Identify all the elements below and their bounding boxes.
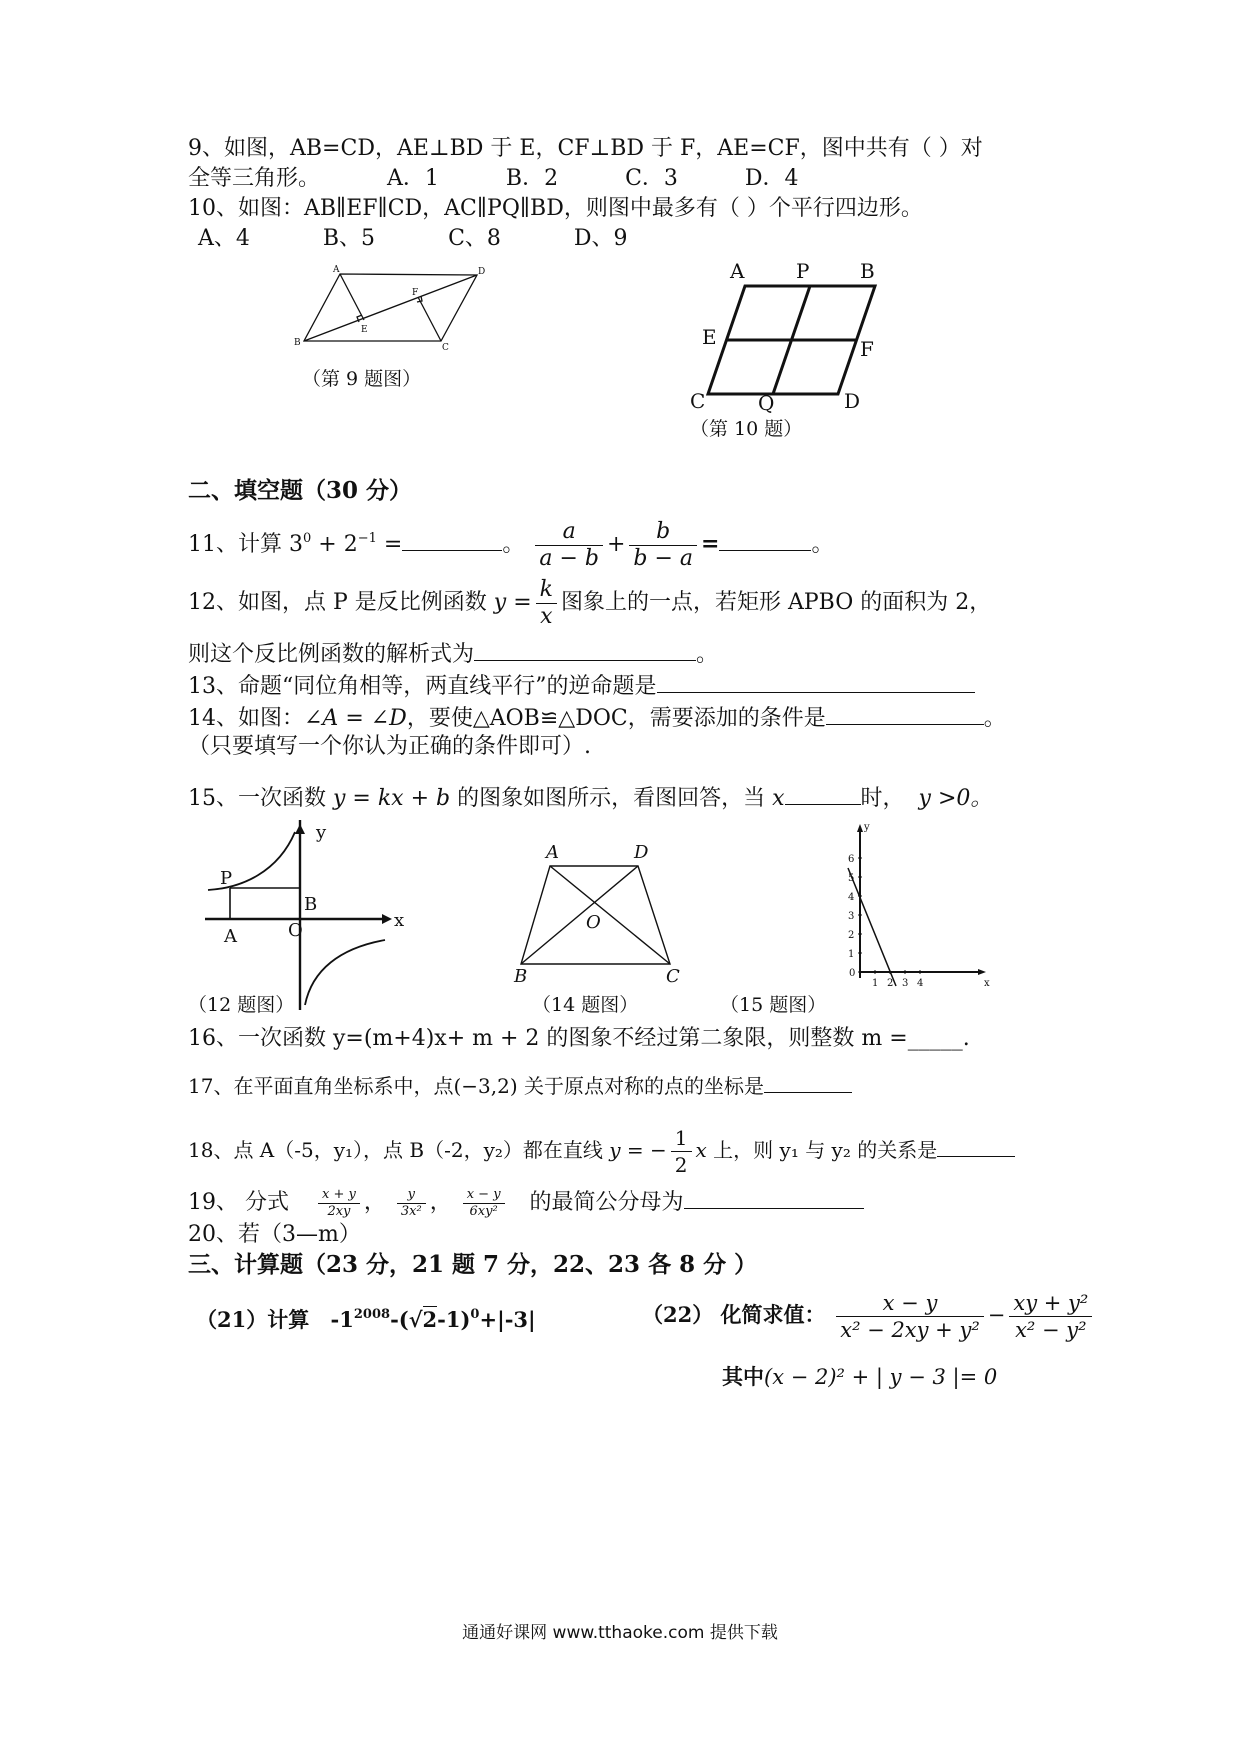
fig15-ytick-label: 5 [848, 873, 855, 884]
q11-exp2: −1 [357, 531, 377, 546]
q19-prefix: 19、 分式 [188, 1190, 289, 1215]
fig10-label-c: C [690, 389, 706, 413]
q15-mid2: 时， [860, 786, 905, 811]
q21-term-4: +|-3| [479, 1307, 536, 1332]
q10-line1: 10、如图：AB∥EF∥CD，AC∥PQ∥BD，则图中最多有（ ）个平行四边形。 [188, 196, 923, 221]
q9-line2 [188, 164, 799, 194]
fig10-label-a: A [730, 259, 745, 283]
q19-answer-blank[interactable] [684, 1184, 864, 1209]
q14-end: 。 [983, 706, 1006, 731]
q12-den: x [540, 603, 553, 629]
fig9-label-c: C [442, 343, 449, 353]
fig15-caption: （15 题图） [720, 994, 827, 1016]
fig14-caption: （14 题图） [532, 994, 639, 1016]
q22-f1-den: x² − 2xy + y² [840, 1318, 980, 1342]
fig14-label-b: B [514, 966, 528, 987]
q15-prefix: 15、一次函数 [188, 786, 333, 811]
fig15-xtick-label: 3 [902, 978, 909, 989]
q18 [188, 1120, 1015, 1180]
q11-op: + [606, 532, 626, 557]
fig9-label-f: F [412, 288, 419, 298]
fig10-label-d: D [844, 389, 861, 413]
q21 [196, 1300, 536, 1335]
q12-num: k [536, 577, 557, 604]
q15-func: y = kx + b [333, 786, 451, 811]
fig12-label-p: P [220, 868, 233, 889]
q11-f1-num: a [535, 519, 603, 546]
q11-exp1: 0 [303, 531, 312, 546]
q11-period-2: 。 [811, 532, 834, 557]
q11-eq-2: = [701, 531, 720, 557]
fig15-label-y: y [864, 822, 870, 833]
q13-text: 13、命题“同位角相等，两直线平行”的逆命题是 [188, 674, 657, 699]
fig12-caption: （12 题图） [188, 994, 295, 1016]
fig15-xtick-label: 2 [887, 978, 894, 989]
q9-option-b: B．2 [505, 166, 559, 191]
q11-period-1: 。 [502, 532, 525, 557]
q11-fraction-2 [629, 519, 697, 572]
q19-comma-2: ， [429, 1190, 452, 1215]
q15-answer-blank[interactable] [785, 780, 861, 805]
q14-mid: ，要使△AOB≌△DOC，需要添加的条件是 [406, 706, 826, 731]
fig15-ytick-label: 1 [848, 949, 855, 960]
fig12-label-x: x [394, 910, 405, 931]
figure-10 [680, 259, 880, 415]
section-3-title: 三、计算题（23 分，21 题 7 分，22、23 各 8 分 ） [188, 1251, 758, 1278]
q21-term-2: -( [390, 1307, 409, 1332]
fig9-caption: （第 9 题图） [302, 368, 422, 390]
q22-f1-num: x − y [836, 1290, 984, 1317]
q12-fraction [536, 577, 557, 630]
q12-end: 。 [696, 642, 719, 667]
fig14-label-d: D [634, 842, 649, 863]
fig15-ytick-label: 3 [848, 911, 855, 922]
fig9-label-a: A [333, 265, 340, 275]
fig9-label-d: D [478, 267, 486, 277]
q12-prefix: 12、如图，点 P 是反比例函数 [188, 590, 494, 615]
q19-suffix: 的最简公分母为 [529, 1190, 684, 1215]
q17-answer-blank[interactable] [764, 1068, 852, 1093]
q11-eq: = [376, 532, 403, 557]
q19-f2-num: y [397, 1187, 426, 1204]
fig14-label-o: O [586, 912, 601, 933]
q12-line2 [188, 636, 718, 670]
q18-num: 1 [671, 1125, 692, 1152]
q19-f3-num: x − y [463, 1187, 505, 1204]
q12-answer-blank[interactable] [474, 636, 696, 661]
fig15-ytick-label: 2 [848, 930, 855, 941]
q21-term-1: -1 [330, 1307, 354, 1332]
q12-y-eq: y = [493, 590, 532, 615]
q19-fraction-3 [463, 1187, 505, 1220]
fig9-label-e: E [361, 325, 368, 335]
fig12-label-y: y [316, 822, 327, 843]
q14-angle: ∠A = ∠D [304, 706, 407, 731]
q19-f2-den: 3x² [400, 1203, 422, 1219]
q22-cond-label: 其中 [722, 1364, 764, 1389]
q10-option-d: D、9 [573, 226, 628, 251]
q15-x: x [772, 786, 785, 811]
q15 [188, 780, 992, 814]
q19-f1-den: 2xy [327, 1203, 351, 1219]
q21-expr [331, 1307, 536, 1332]
q12-suffix: 图象上的一点，若矩形 APBO 的面积为 2， [560, 590, 992, 615]
q22 [642, 1282, 1096, 1348]
q22-condition [722, 1362, 997, 1392]
q11-plus: + 2 [311, 532, 358, 557]
q20: 20、若（3—m） [188, 1222, 361, 1247]
q10-options [198, 224, 628, 254]
q18-prefix: 18、点 A（-5，y₁），点 B（-2，y₂）都在直线 [188, 1138, 610, 1162]
fig15-label-origin: 0 [849, 968, 856, 979]
q19-comma-1: ， [363, 1190, 386, 1215]
q9-option-c: C．3 [625, 166, 678, 191]
fig15-label-x: x [984, 978, 990, 989]
q21-radicand: 2 [422, 1307, 438, 1332]
q15-cond: y >0。 [918, 786, 993, 811]
q19-f3-den: 6xy² [469, 1203, 498, 1219]
section-2-title: 二、填空题（30 分） [188, 477, 413, 504]
q11 [188, 510, 833, 574]
fig10-label-b: B [860, 259, 875, 283]
q18-fraction [671, 1125, 692, 1178]
q18-answer-blank[interactable] [937, 1132, 1015, 1157]
q19-f1-num: x + y [318, 1187, 360, 1204]
fig15-xtick-label: 1 [872, 978, 879, 989]
q9-line1: 9、如图，AB=CD，AE⊥BD 于 E，CF⊥BD 于 F，AE=CF，图中共有（ ）对 [188, 136, 983, 161]
q22-f2-den: x² − y² [1015, 1318, 1087, 1342]
q22-f2-num: xy + y² [1009, 1290, 1092, 1317]
q9-option-d: D．4 [744, 166, 799, 191]
q11-answer-blank-2[interactable] [719, 526, 811, 551]
q13 [188, 668, 975, 702]
fig9-label-b: B [294, 338, 301, 348]
q11-f1-den: a − b [539, 545, 599, 571]
fig12-label-o: O [288, 920, 303, 941]
fig15-xtick-label: 4 [917, 978, 924, 989]
q18-suffix: 上，则 y₁ 与 y₂ 的关系是 [706, 1138, 938, 1162]
q11-base: 3 [289, 532, 303, 557]
q22-fraction-2 [1009, 1290, 1092, 1343]
q11-answer-blank-1[interactable] [402, 526, 502, 551]
fig10-label-p: P [796, 259, 810, 283]
q17-text: 17、在平面直角坐标系中，点(−3,2) 关于原点对称的点的坐标是 [188, 1074, 764, 1098]
figure-15 [840, 818, 1000, 988]
q13-answer-blank[interactable] [657, 668, 975, 693]
q14-prefix: 14、如图： [188, 706, 304, 731]
fig10-label-f: F [860, 337, 874, 361]
fig15-ytick-label: 4 [848, 892, 855, 903]
q10-option-c: C、8 [448, 226, 501, 251]
figure-14 [510, 840, 690, 987]
fig14-label-a: A [546, 842, 559, 863]
q14-line2: （只要填写一个你认为正确的条件即可）. [188, 734, 591, 759]
q12-line1 [188, 574, 991, 632]
q14-line1 [188, 700, 1006, 734]
fig10-label-e: E [702, 325, 717, 349]
q22-minus: − [987, 1303, 1006, 1327]
q17 [188, 1068, 852, 1101]
q10-option-a: A、4 [198, 226, 250, 251]
q12-line2-text: 则这个反比例函数的解析式为 [188, 642, 475, 667]
q22-cond: (x − 2)² + | y − 3 |= 0 [764, 1365, 998, 1389]
q21-exp0: 0 [470, 1307, 480, 1322]
fig12-label-b: B [304, 894, 318, 915]
q11-f2-den: b − a [633, 545, 694, 571]
fig12-label-a: A [224, 926, 237, 947]
q18-x: x [695, 1138, 707, 1162]
q18-den: 2 [674, 1153, 688, 1177]
sqrt-icon: √ [408, 1307, 423, 1332]
q19-fraction-2 [397, 1187, 426, 1220]
figure-12 [200, 820, 410, 1010]
q10-option-b: B、5 [322, 226, 376, 251]
q16: 16、一次函数 y=(m+4)x+ m + 2 的图象不经过第二象限，则整数 m =_____. [188, 1026, 970, 1051]
fig10-caption: （第 10 题） [690, 418, 803, 440]
q21-exp: 2008 [353, 1307, 391, 1322]
q9-option-a: A．1 [387, 166, 439, 191]
q21-term-3: -1) [437, 1307, 471, 1332]
q9-stem-end: 全等三角形。 [188, 166, 321, 191]
fig10-label-q: Q [758, 391, 775, 415]
figure-9 [294, 265, 500, 355]
q11-prefix: 11、计算 [188, 532, 282, 557]
q19-fraction-1 [318, 1187, 360, 1220]
q18-y-eq: y = − [609, 1138, 667, 1162]
q15-mid: 的图象如图所示，看图回答，当 [450, 786, 773, 811]
page-footer: 通通好课网 www.tthaoke.com 提供下载 [462, 1623, 778, 1643]
fig14-label-c: C [666, 966, 680, 987]
q22-fraction-1 [836, 1290, 984, 1343]
q21-label: （21）计算 [196, 1307, 310, 1332]
q11-f2-num: b [629, 519, 697, 546]
q22-label: （22） 化简求值： [642, 1302, 826, 1327]
fig15-ytick-label: 6 [848, 854, 855, 865]
q14-answer-blank[interactable] [826, 700, 984, 725]
q11-fraction-1 [535, 519, 603, 572]
